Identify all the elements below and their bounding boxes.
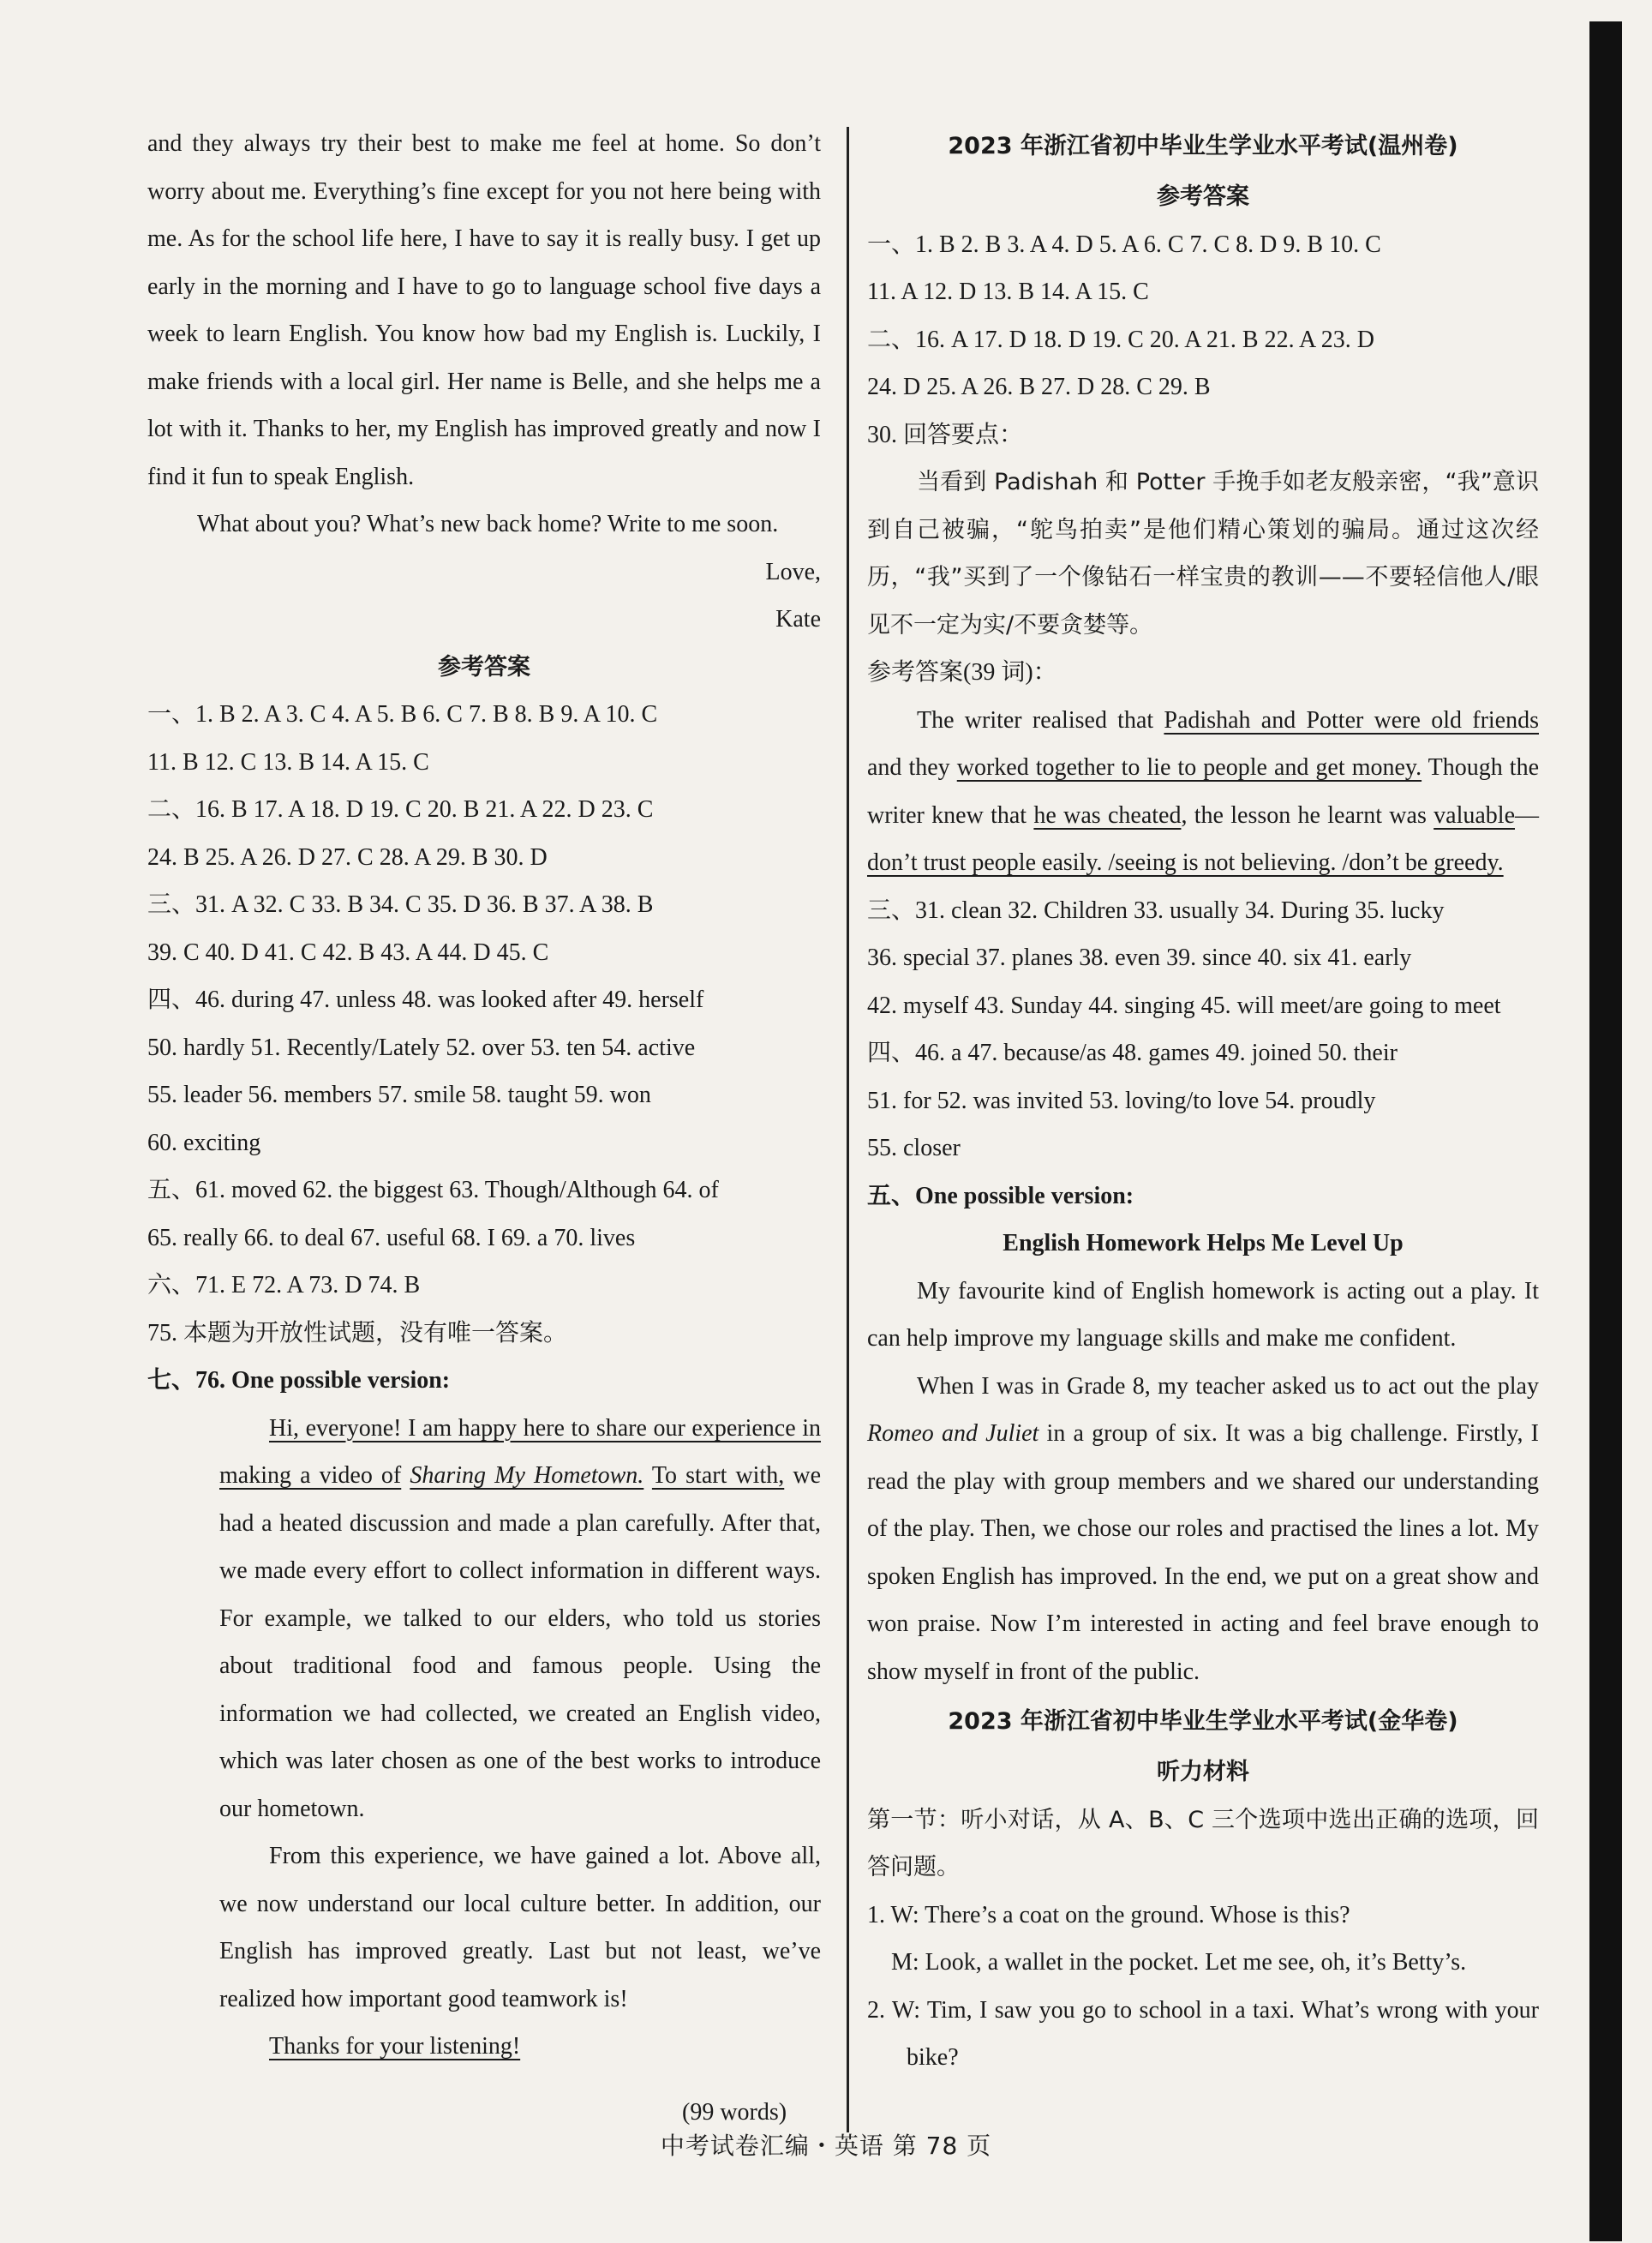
essay-title: English Homework Helps Me Level Up: [1003, 1230, 1404, 1256]
answer-line: 五、61. moved 62. the biggest 63. Though/Although 64. of: [147, 1177, 719, 1203]
page-footer: 中考试卷汇编・英语 第 78 页: [660, 2132, 992, 2160]
jinhua-exam-title: 2023 年浙江省初中毕业生学业水平考试(金华卷): [948, 1708, 1458, 1735]
answer-line: 四、46. a 47. because/as 48. games 49. joined 50. their: [867, 1040, 1398, 1066]
q76-essay: [147, 1405, 821, 2071]
dialog-line: M: Look, a wallet in the pocket. Let me see, oh, it’s Betty’s.: [891, 1949, 1467, 1976]
text: Though the writer knew that: [867, 754, 1540, 829]
essay-paragraph: From this experience, we have gained a lot. Above all, we now understand our local culture better. In addition, our English has improved greatly. Last but not least, we’ve realized how important good teamwork is!: [219, 1843, 821, 2012]
listening-intro: 第一节：听小对话，从 A、B、C 三个选项中选出正确的选项，回答问题。: [867, 1806, 1539, 1880]
answer-line: 11. B 12. C 13. B 14. A 15. C: [147, 748, 429, 776]
column-divider: [847, 127, 849, 2132]
letter-paragraph: What about you? What’s new back home? Write to me soon.: [197, 511, 779, 537]
part5-label: 五、One possible version:: [867, 1182, 1134, 1209]
answers-heading: 参考答案: [438, 653, 530, 681]
answer-line: 50. hardly 51. Recently/Lately 52. over 53. ten 54. active: [147, 1034, 696, 1061]
answer-line: 11. A 12. D 13. B 14. A 15. C: [867, 279, 1149, 305]
text: , the lesson he learnt was: [1181, 801, 1434, 829]
text: —: [1515, 801, 1539, 829]
underlined-text: don’t trust people easily. /seeing is not believing. /don’t be greedy.: [867, 849, 1504, 876]
underlined-text: valuable: [1434, 801, 1515, 829]
underlined-text: Padishah and Potter were old friends: [1164, 706, 1539, 734]
text: in a group of six. It was a big challenge. Firstly, I read the play with group members and we shared our understanding of the play. Then, we chose our roles and practised the lines a lot. My spoken English has improved. In the end, we put on a great show and won praise. Now I’m interested in acting and feel brave enough to show myself in front of the public.: [867, 1420, 1539, 1685]
text: The writer realised that: [917, 706, 1164, 734]
wenzhou-exam-title: 2023 年浙江省初中毕业生学业水平考试(温州卷): [948, 133, 1458, 159]
answer-line: 一、1. B 2. B 3. A 4. D 5. A 6. C 7. C 8. D 9. B 10. C: [867, 231, 1381, 258]
letter-closing: Love,: [765, 558, 821, 585]
underlined-text: To start with,: [651, 1462, 785, 1489]
answer-line: 60. exciting: [147, 1129, 261, 1156]
essay-paragraph: [867, 1363, 1539, 1696]
essay-paragraph: [219, 2023, 821, 2071]
underlined-text: Thanks for your listening!: [269, 2033, 521, 2060]
word-count: (99 words): [682, 2099, 787, 2126]
answer-line: 三、31. A 32. C 33. B 34. C 35. D 36. B 37. A 38. B: [147, 891, 654, 918]
page-edge-bar: [1589, 21, 1622, 2241]
text: and they: [867, 754, 957, 781]
q76-label: 七、76. One possible version:: [147, 1367, 451, 1394]
essay-paragraph: My favourite kind of English homework is acting out a play. It can help improve my language skills and make me confident.: [867, 1277, 1539, 1352]
underlined-text: Hi, everyone! I am happy here to share our experience in making a video of: [219, 1414, 821, 1489]
essay-paragraph: [219, 1405, 821, 1833]
answer-line: 二、16. A 17. D 18. D 19. C 20. A 21. B 22. A 23. D: [867, 326, 1374, 353]
answer-line: 24. D 25. A 26. B 27. D 28. C 29. B: [867, 374, 1211, 400]
answer-line: 六、71. E 72. A 73. D 74. B: [147, 1272, 421, 1298]
underlined-text: worked together to lie to people and get money.: [956, 754, 1422, 781]
underlined-text: he was cheated: [1033, 801, 1182, 829]
q30-label: 30. 回答要点：: [867, 421, 1024, 448]
letter-signature: Kate: [775, 606, 821, 633]
dialog-line: 2. W: Tim, I saw you go to school in a taxi. What’s wrong with your bike?: [867, 1996, 1539, 2071]
answer-line: 三、31. clean 32. Children 33. usually 34. During 35. lucky: [867, 897, 1445, 924]
answer-line: 二、16. B 17. A 18. D 19. C 20. B 21. A 22. D 23. C: [147, 796, 654, 823]
q30-points: 当看到 Padishah 和 Potter 手挽手如老友般亲密，“我”意识到自己被骗，“鸵鸟拍卖”是他们精心策划的骗局。通过这次经历，“我”买到了一个像钻石一样宝贵的教训——不要轻信他人/眼见不一定为实/不要贪婪等。: [867, 469, 1539, 639]
answer-line: 55. leader 56. members 57. smile 58. taught 59. won: [147, 1082, 651, 1108]
left-column: [147, 120, 821, 2071]
answer-line: 55. closer: [867, 1135, 961, 1161]
answer-line: 36. special 37. planes 38. even 39. since 40. six 41. early: [867, 945, 1412, 971]
essay-text: we had a heated discussion and made a plan carefully. After that, we made every effort to collect information in different ways. For example, we talked to our elders, who told us stories about traditional food and famous people. Using the information we had collected, we created an English video, which was later chosen as one of the best works to introduce our hometown.: [219, 1462, 821, 1822]
answer-line: 24. B 25. A 26. D 27. C 28. A 29. B 30. D: [147, 843, 548, 871]
answer-line: 39. C 40. D 41. C 42. B 43. A 44. D 45. C: [147, 939, 549, 966]
dialog-line: 1. W: There’s a coat on the ground. Whose is this?: [867, 1901, 1350, 1928]
letter-paragraph: and they always try their best to make me feel at home. So don’t worry about me. Everything’s fine except for you not here being with me. As for the school life here, I have to say it is really busy. I get up early in the morning and I have to go to language school five days a week to learn English. You know how bad my English is. Luckily, I make friends with a local girl. Her name is Belle, and she helps me a lot with it. Thanks to her, my English has improved greatly and now I find it fun to speak English.: [147, 130, 821, 490]
text: When I was in Grade 8, my teacher asked us to act out the play: [917, 1372, 1539, 1400]
answer-line: 51. for 52. was invited 53. loving/to love 54. proudly: [867, 1087, 1376, 1114]
q30-ref-label: 参考答案(39 词)：: [867, 659, 1057, 686]
wenzhou-answers-heading: 参考答案: [1157, 183, 1249, 210]
answer-line: 42. myself 43. Sunday 44. singing 45. will meet/are going to meet: [867, 992, 1501, 1019]
answer-line: 四、46. during 47. unless 48. was looked after 49. herself: [147, 987, 704, 1013]
answer-line: 65. really 66. to deal 67. useful 68. I 69. a 70. lives: [147, 1224, 636, 1251]
q30-ref-answer: [867, 697, 1539, 887]
answer-line: 一、1. B 2. A 3. C 4. A 5. B 6. C 7. B 8. B 9. A 10. C: [147, 701, 658, 728]
play-title: Romeo and Juliet: [867, 1420, 1039, 1447]
underlined-title: Sharing My Hometown.: [410, 1462, 644, 1489]
right-column: [867, 120, 1539, 2082]
answer-line: 75. 本题为开放性试题，没有唯一答案。: [147, 1319, 568, 1346]
listening-heading: 听力材料: [1157, 1759, 1249, 1785]
